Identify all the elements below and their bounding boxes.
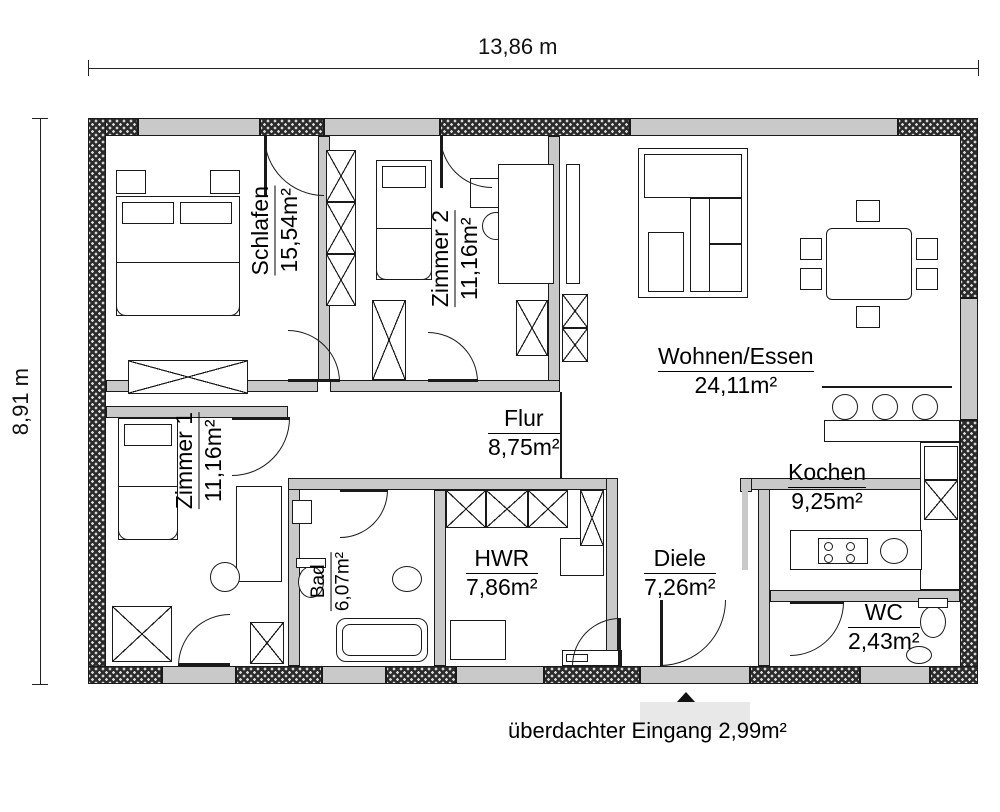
exterior-wall-left: [88, 118, 106, 684]
room-name-kochen: Kochen: [788, 460, 866, 488]
desk-zimmer1: [236, 486, 282, 582]
armchair-wohnen: [648, 232, 684, 292]
bed-single-zimmer2-pillow: [382, 166, 426, 188]
room-area-zimmer2: 11,16m²: [455, 217, 482, 300]
door-zimmer1-bottom: [178, 614, 230, 666]
door-zimmer2: [440, 136, 492, 188]
door-leaf-zimmer1-bottom: [178, 663, 230, 666]
interior-wall-bad-hwr: [434, 490, 446, 666]
room-label-kochen: [788, 460, 866, 515]
room-area-zimmer1: 11,16m²: [199, 419, 226, 502]
shelf-zimmer1: [250, 622, 284, 664]
bar-stool-3: [912, 394, 938, 420]
exterior-wall-top-window-2: [324, 118, 440, 136]
dining-chair-left-1: [800, 238, 822, 260]
room-name-zimmer2: Zimmer 2: [428, 210, 456, 307]
door-zimmer2-flur: [428, 332, 478, 382]
door-leaf-zimmer1: [232, 417, 290, 420]
door-diele-hwr: [572, 618, 620, 666]
exterior-wall-bottom-seg-2: [236, 666, 322, 684]
room-label-hwr: [466, 546, 538, 601]
bed-double-blanket: [116, 262, 240, 316]
height-dimension-label: 8,91 m: [8, 368, 33, 436]
bar-stool-1: [832, 394, 858, 420]
room-area-bad: 6,07m²: [332, 552, 354, 612]
door-leaf-diele-hwr: [618, 618, 621, 666]
room-name-wohnen: Wohnen/Essen: [658, 344, 814, 372]
door-leaf-zimmer2: [440, 136, 443, 188]
hob-burner-4: [846, 554, 855, 563]
door-schlafen-flur: [288, 330, 340, 382]
exterior-wall-top-window-1: [138, 118, 260, 136]
left-dimension-tick-top: [32, 118, 48, 119]
partition-flur-diele: [560, 392, 562, 478]
left-dimension-tick-bottom: [32, 684, 48, 685]
chair-zimmer1: [210, 562, 240, 592]
entrance-label: überdachter Eingang 2,99m²: [508, 718, 787, 743]
room-area-flur: 8,75m²: [488, 433, 560, 460]
interior-wall-diele-wc: [758, 478, 770, 666]
tv-unit-panel: [566, 164, 580, 284]
top-dimension-tick-left: [88, 60, 89, 76]
kitchen-wall-stub: [742, 490, 748, 570]
bed-double-pillow-right: [180, 202, 232, 224]
bed-double-pillow-left: [122, 202, 174, 224]
door-entrance-diele: [660, 600, 726, 666]
exterior-wall-bottom-seg-1: [88, 666, 162, 684]
door-bad: [340, 490, 388, 538]
room-label-diele: [644, 546, 716, 601]
hob-burner-1: [824, 542, 833, 551]
room-area-kochen: 9,25m²: [791, 487, 863, 514]
exterior-wall-bottom-window-2: [322, 666, 386, 684]
hwr-cabinet-1: [446, 490, 486, 528]
kitchen-counter-top: [824, 420, 960, 442]
room-label-wohnen: [658, 344, 814, 399]
room-area-wc: 2,43m²: [848, 627, 920, 654]
room-area-hwr: 7,86m²: [466, 573, 538, 600]
kitchen-tall-unit: [924, 446, 958, 480]
nightstand-left: [116, 170, 146, 194]
room-label-zimmer1: [172, 412, 227, 509]
kitchen-sink: [880, 538, 908, 564]
door-wc: [790, 602, 844, 656]
room-name-hwr: HWR: [466, 546, 538, 574]
room-name-diele: Diele: [644, 546, 716, 574]
toilet-wc: [920, 606, 946, 638]
exterior-wall-bottom-window-3: [456, 666, 544, 684]
wardrobe-schlafen-3: [326, 254, 356, 306]
bed-single-zimmer1-pillow: [124, 424, 172, 446]
exterior-wall-bottom-entry: [640, 666, 750, 684]
hob-burner-2: [846, 542, 855, 551]
wardrobe-schlafen-2: [326, 202, 356, 254]
top-dimension-tick-right: [978, 60, 979, 76]
bed-single-zimmer2-blanket: [376, 228, 432, 280]
hob-burner-3: [824, 554, 833, 563]
room-name-schlafen: Schlafen: [248, 186, 276, 276]
door-leaf-schlafen-flur: [288, 379, 340, 382]
bed-single-zimmer1-blanket: [118, 486, 178, 540]
exterior-wall-top-seg-2: [260, 118, 324, 136]
door-zimmer1: [232, 418, 290, 476]
room-name-bad: Bad: [308, 552, 331, 611]
exterior-wall-bottom-seg-3: [386, 666, 456, 684]
sofa-corner-seat-3: [706, 244, 742, 292]
room-label-flur: [488, 406, 560, 461]
top-dimension-line: [88, 68, 978, 69]
tv-unit-wohnen: [498, 164, 554, 284]
sofa-corner-seat-1: [644, 154, 742, 198]
door-leaf-wc: [790, 601, 844, 604]
hwr-cabinet-3: [528, 490, 568, 528]
hwr-storage-box: [450, 620, 506, 660]
room-label-wc: [848, 600, 920, 655]
interior-wall-bad-hwr-top: [288, 478, 618, 490]
room-label-schlafen: [248, 186, 303, 276]
dining-chair-right-1: [916, 238, 938, 260]
dining-chair-top: [856, 200, 880, 222]
door-leaf-zimmer2-flur: [428, 379, 478, 382]
wardrobe-schlafen-1: [326, 150, 356, 202]
sofa-corner-seat-2: [706, 198, 742, 244]
exterior-wall-bottom-seg-5: [750, 666, 860, 684]
exterior-wall-bottom-window-1: [162, 666, 236, 684]
room-label-bad: [308, 552, 354, 611]
washbasin-bad: [392, 566, 422, 592]
width-dimension-label: 13,86 m: [478, 34, 558, 59]
bar-counter-line: [822, 386, 952, 388]
exterior-wall-right-upper: [960, 118, 978, 298]
toilet-cistern-wc: [918, 598, 948, 608]
sideboard-wohnen-2: [562, 328, 588, 362]
coffee-table-wohnen: [690, 198, 710, 292]
fridge-kochen: [924, 480, 958, 520]
dresser-schlafen: [128, 360, 248, 394]
room-name-flur: Flur: [488, 406, 560, 434]
dining-chair-right-2: [916, 268, 938, 290]
exterior-wall-top-window-3: [630, 118, 898, 136]
room-name-wc: WC: [848, 600, 920, 628]
exterior-wall-top-seg-3: [440, 118, 630, 136]
room-area-diele: 7,26m²: [644, 573, 716, 600]
bathtub-inner: [342, 624, 422, 656]
room-area-wohnen: 24,11m²: [694, 371, 778, 398]
wardrobe-zimmer1: [112, 606, 172, 662]
shower-bad: [292, 500, 312, 524]
sideboard-wohnen: [562, 294, 588, 328]
dining-chair-bottom: [856, 306, 880, 328]
dining-table: [826, 228, 912, 300]
shelf-zimmer2: [516, 300, 548, 356]
exterior-wall-right-window: [960, 298, 978, 420]
hwr-cabinet-2: [486, 490, 528, 528]
exterior-wall-bottom-seg-6: [930, 666, 978, 684]
wardrobe-zimmer2: [372, 300, 406, 380]
room-name-zimmer1: Zimmer 1: [172, 412, 200, 509]
exterior-wall-bottom-window-4: [860, 666, 930, 684]
room-label-zimmer2: [428, 210, 483, 307]
left-dimension-line: [40, 118, 41, 684]
door-leaf-entrance: [660, 600, 663, 666]
bar-stool-2: [872, 394, 898, 420]
wardrobe-diele: [580, 490, 604, 546]
exterior-wall-bottom-seg-4: [544, 666, 640, 684]
exterior-wall-right-lower: [960, 420, 978, 684]
room-area-schlafen: 15,54m²: [275, 188, 302, 273]
nightstand-right: [210, 170, 240, 194]
dining-chair-left-2: [800, 268, 822, 290]
door-leaf-bad: [340, 489, 388, 492]
